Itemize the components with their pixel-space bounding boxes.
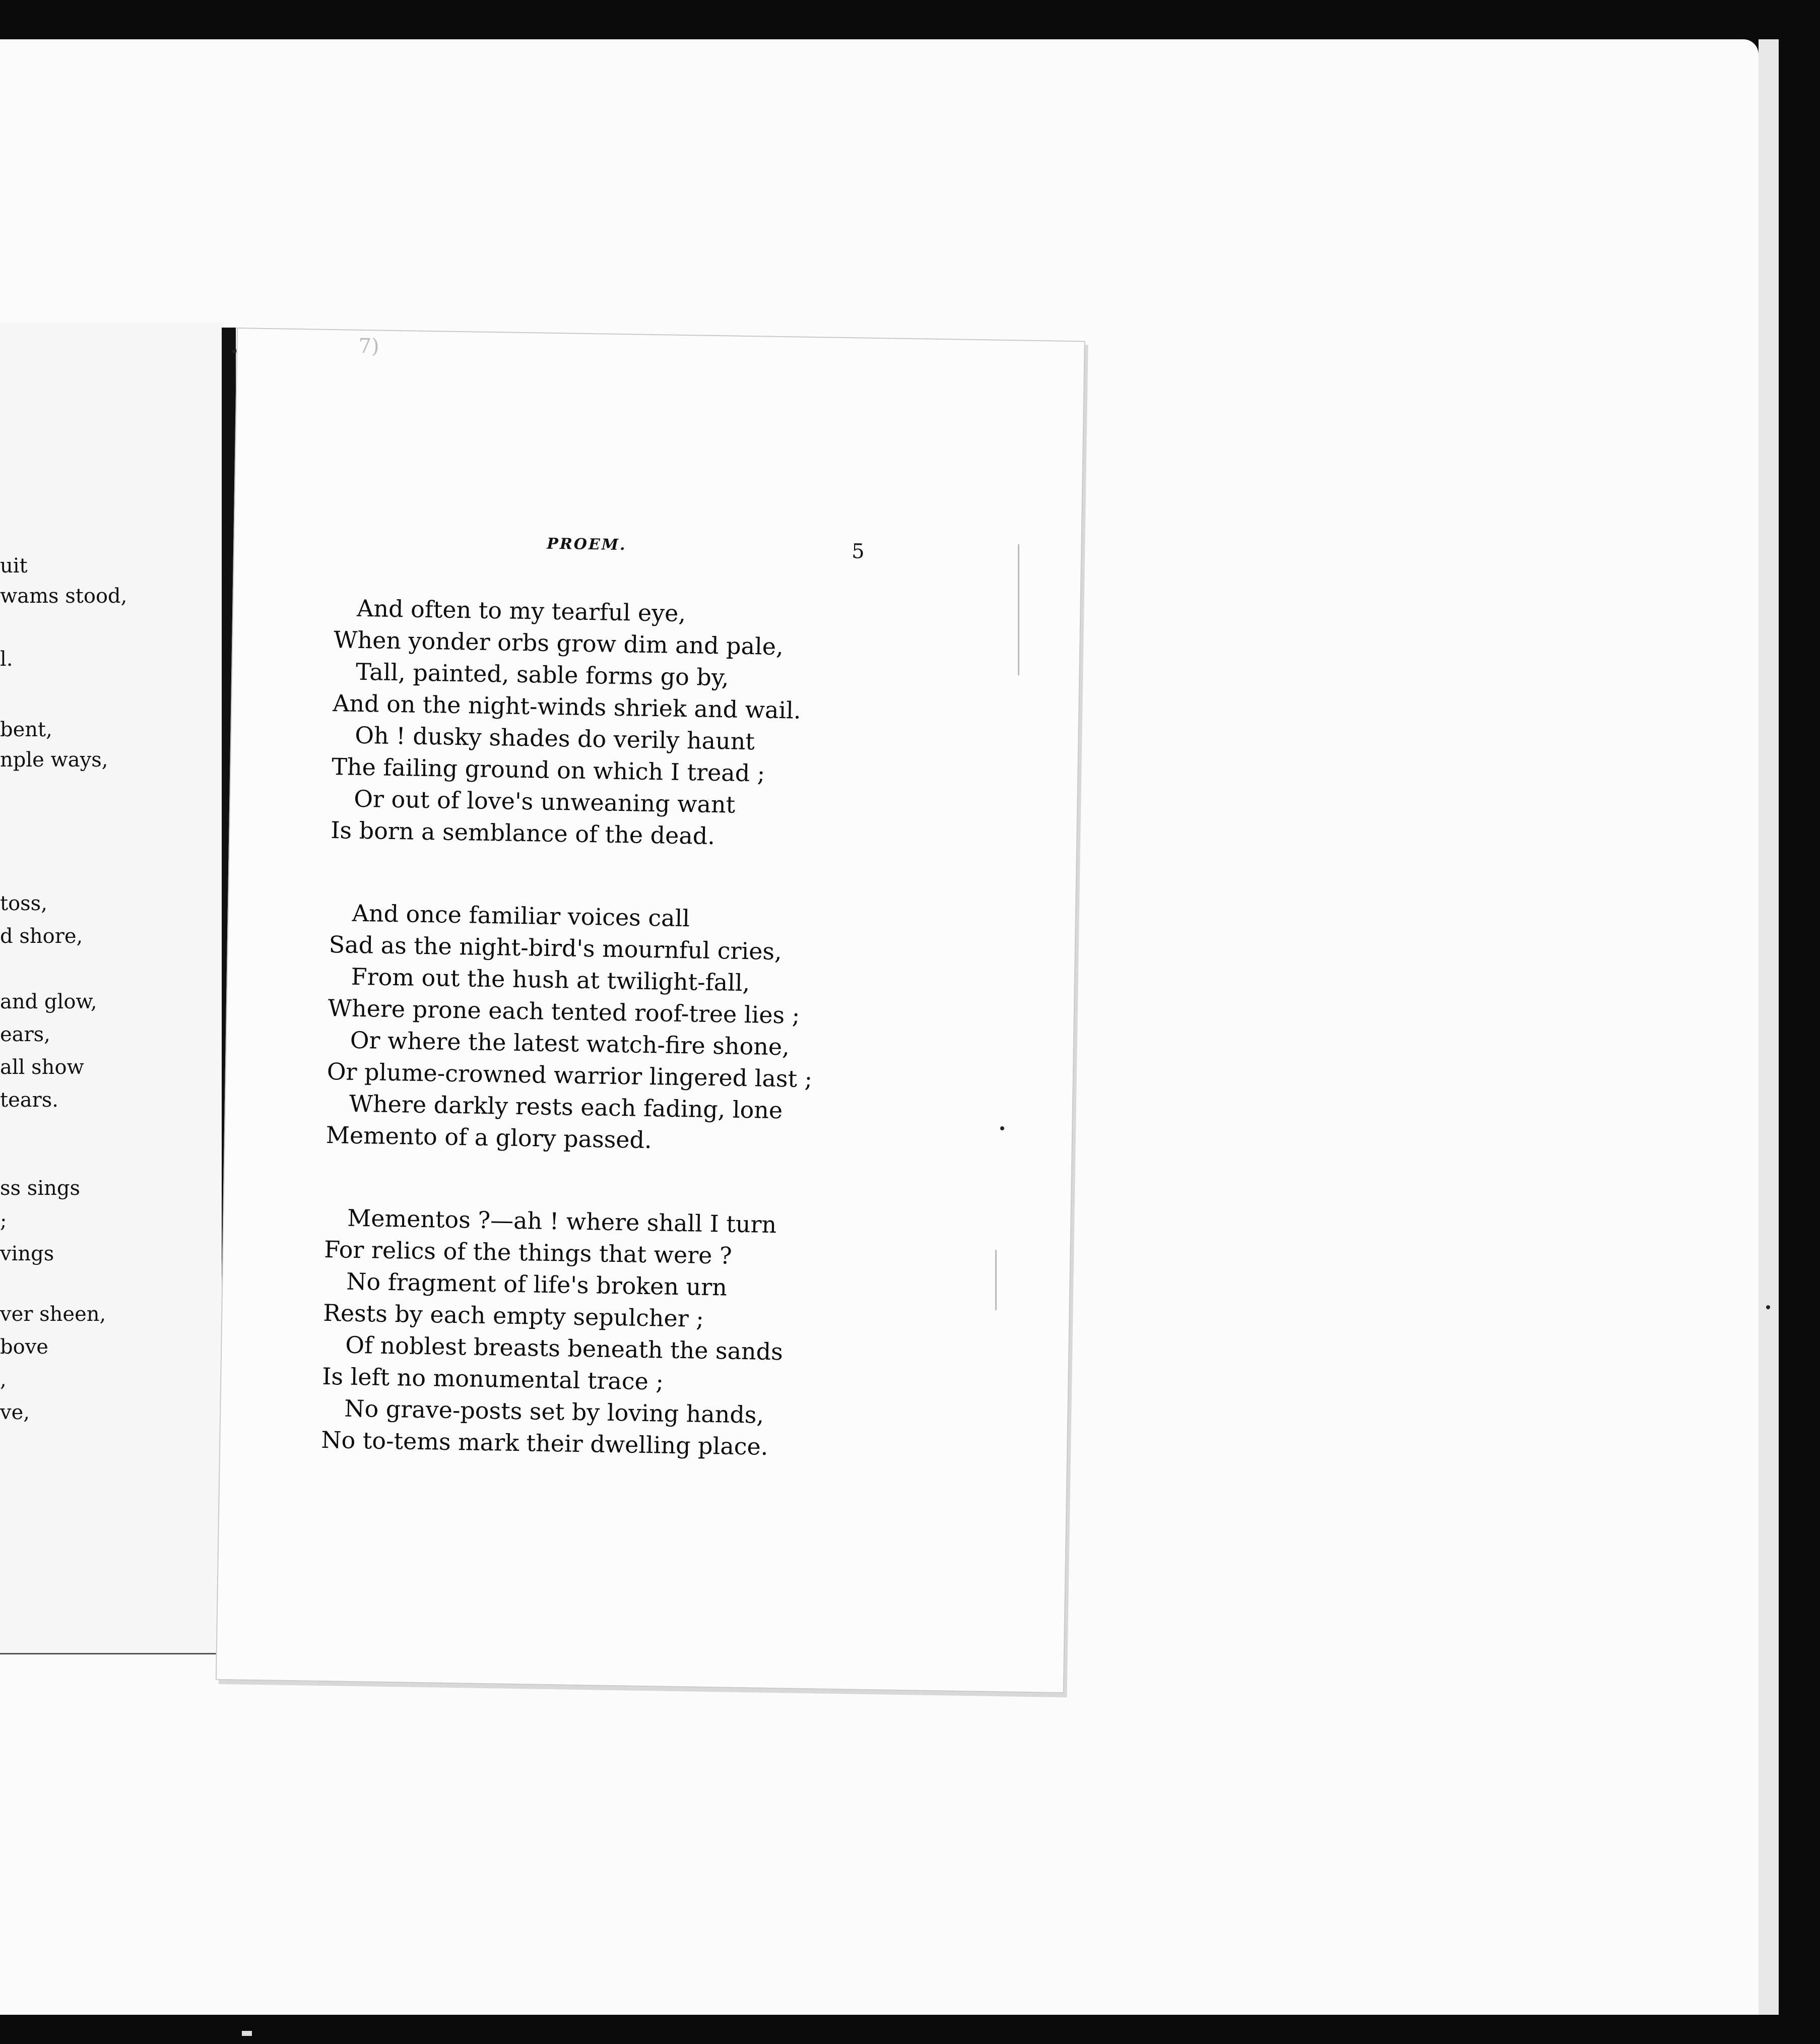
left-page-line: ver sheen, — [0, 1303, 106, 1326]
left-page-line: l. — [0, 648, 13, 671]
left-page-line: vings — [0, 1242, 54, 1265]
verse-line: Rests by each empty sepulcher ; — [322, 1299, 704, 1332]
verse-line: No to-tems mark their dwelling place. — [320, 1426, 768, 1460]
scan-edge-strip — [1759, 39, 1779, 2015]
page-edge-shadow — [995, 1250, 997, 1310]
left-page-line: , — [0, 1368, 7, 1391]
paper-speck — [1766, 1305, 1770, 1309]
verse-line: From out the hush at twilight-fall, — [351, 963, 750, 997]
stanza-1 — [331, 592, 803, 854]
verse-line: Sad as the night-bird's mournful cries, — [329, 931, 783, 966]
left-page-line: bent, — [0, 718, 52, 741]
left-page-line: toss, — [0, 892, 47, 915]
verse-line: Where darkly rests each fading, lone — [349, 1090, 783, 1124]
verse-line: Or where the latest watch-fire shone, — [350, 1026, 790, 1061]
left-page-line: ss sings — [0, 1177, 80, 1200]
left-page-line: ; — [0, 1209, 7, 1233]
verse-line: Mementos ?—ah ! where shall I turn — [347, 1204, 777, 1239]
paper-speck — [1000, 1126, 1004, 1130]
right-page — [216, 328, 1085, 1693]
left-facing-page — [0, 323, 224, 1654]
left-page-line: bove — [0, 1335, 48, 1359]
verse-line: No grave-posts set by loving hands, — [344, 1394, 764, 1429]
left-page-line: ears, — [0, 1023, 50, 1046]
verse-line: For relics of the things that were ? — [323, 1235, 733, 1269]
verse-line: Where prone each tented roof-tree lies ; — [328, 994, 800, 1029]
page-number: 5 — [851, 540, 865, 563]
stanza-2 — [326, 897, 815, 1159]
verse-line: Memento of a glory passed. — [326, 1121, 653, 1154]
verse-line: And often to my tearful eye, — [356, 594, 686, 627]
verse-line: When yonder orbs grow dim and pale, — [333, 626, 784, 661]
verse-line: Oh ! dusky shades do verily haunt — [354, 721, 755, 755]
verse-line: The failing ground on which I tread ; — [331, 753, 765, 787]
left-page-line: and glow, — [0, 990, 97, 1013]
scan-noise — [242, 2031, 252, 2036]
left-page-line: all show — [0, 1056, 84, 1079]
verse-line: No fragment of life's broken urn — [346, 1267, 728, 1301]
verse-line: Or out of love's unweaning want — [353, 785, 736, 818]
left-page-line: wams stood, — [0, 585, 127, 608]
verse-line: Is born a semblance of the dead. — [330, 816, 716, 850]
left-page-line: d shore, — [0, 925, 83, 948]
verse-line: Tall, painted, sable forms go by, — [355, 658, 729, 691]
left-page-line: ve, — [0, 1401, 30, 1424]
pencil-mark: 7) — [358, 334, 379, 358]
running-head: PROEM. — [547, 535, 627, 554]
verse-line: And once familiar voices call — [352, 899, 690, 932]
verse-line: And on the night-winds shriek and wail. — [332, 689, 801, 724]
left-page-line: uit — [0, 554, 28, 578]
left-page-line: nple ways, — [0, 748, 108, 772]
verse-line: Of noblest breasts beneath the sands — [345, 1331, 784, 1366]
stanza-3 — [321, 1202, 785, 1463]
verse-line: Is left no monumental trace ; — [321, 1362, 664, 1395]
page-edge-shadow — [1018, 544, 1019, 675]
verse-line: Or plume-crowned warrior lingered last ; — [327, 1057, 813, 1093]
left-page-line: tears. — [0, 1089, 58, 1112]
